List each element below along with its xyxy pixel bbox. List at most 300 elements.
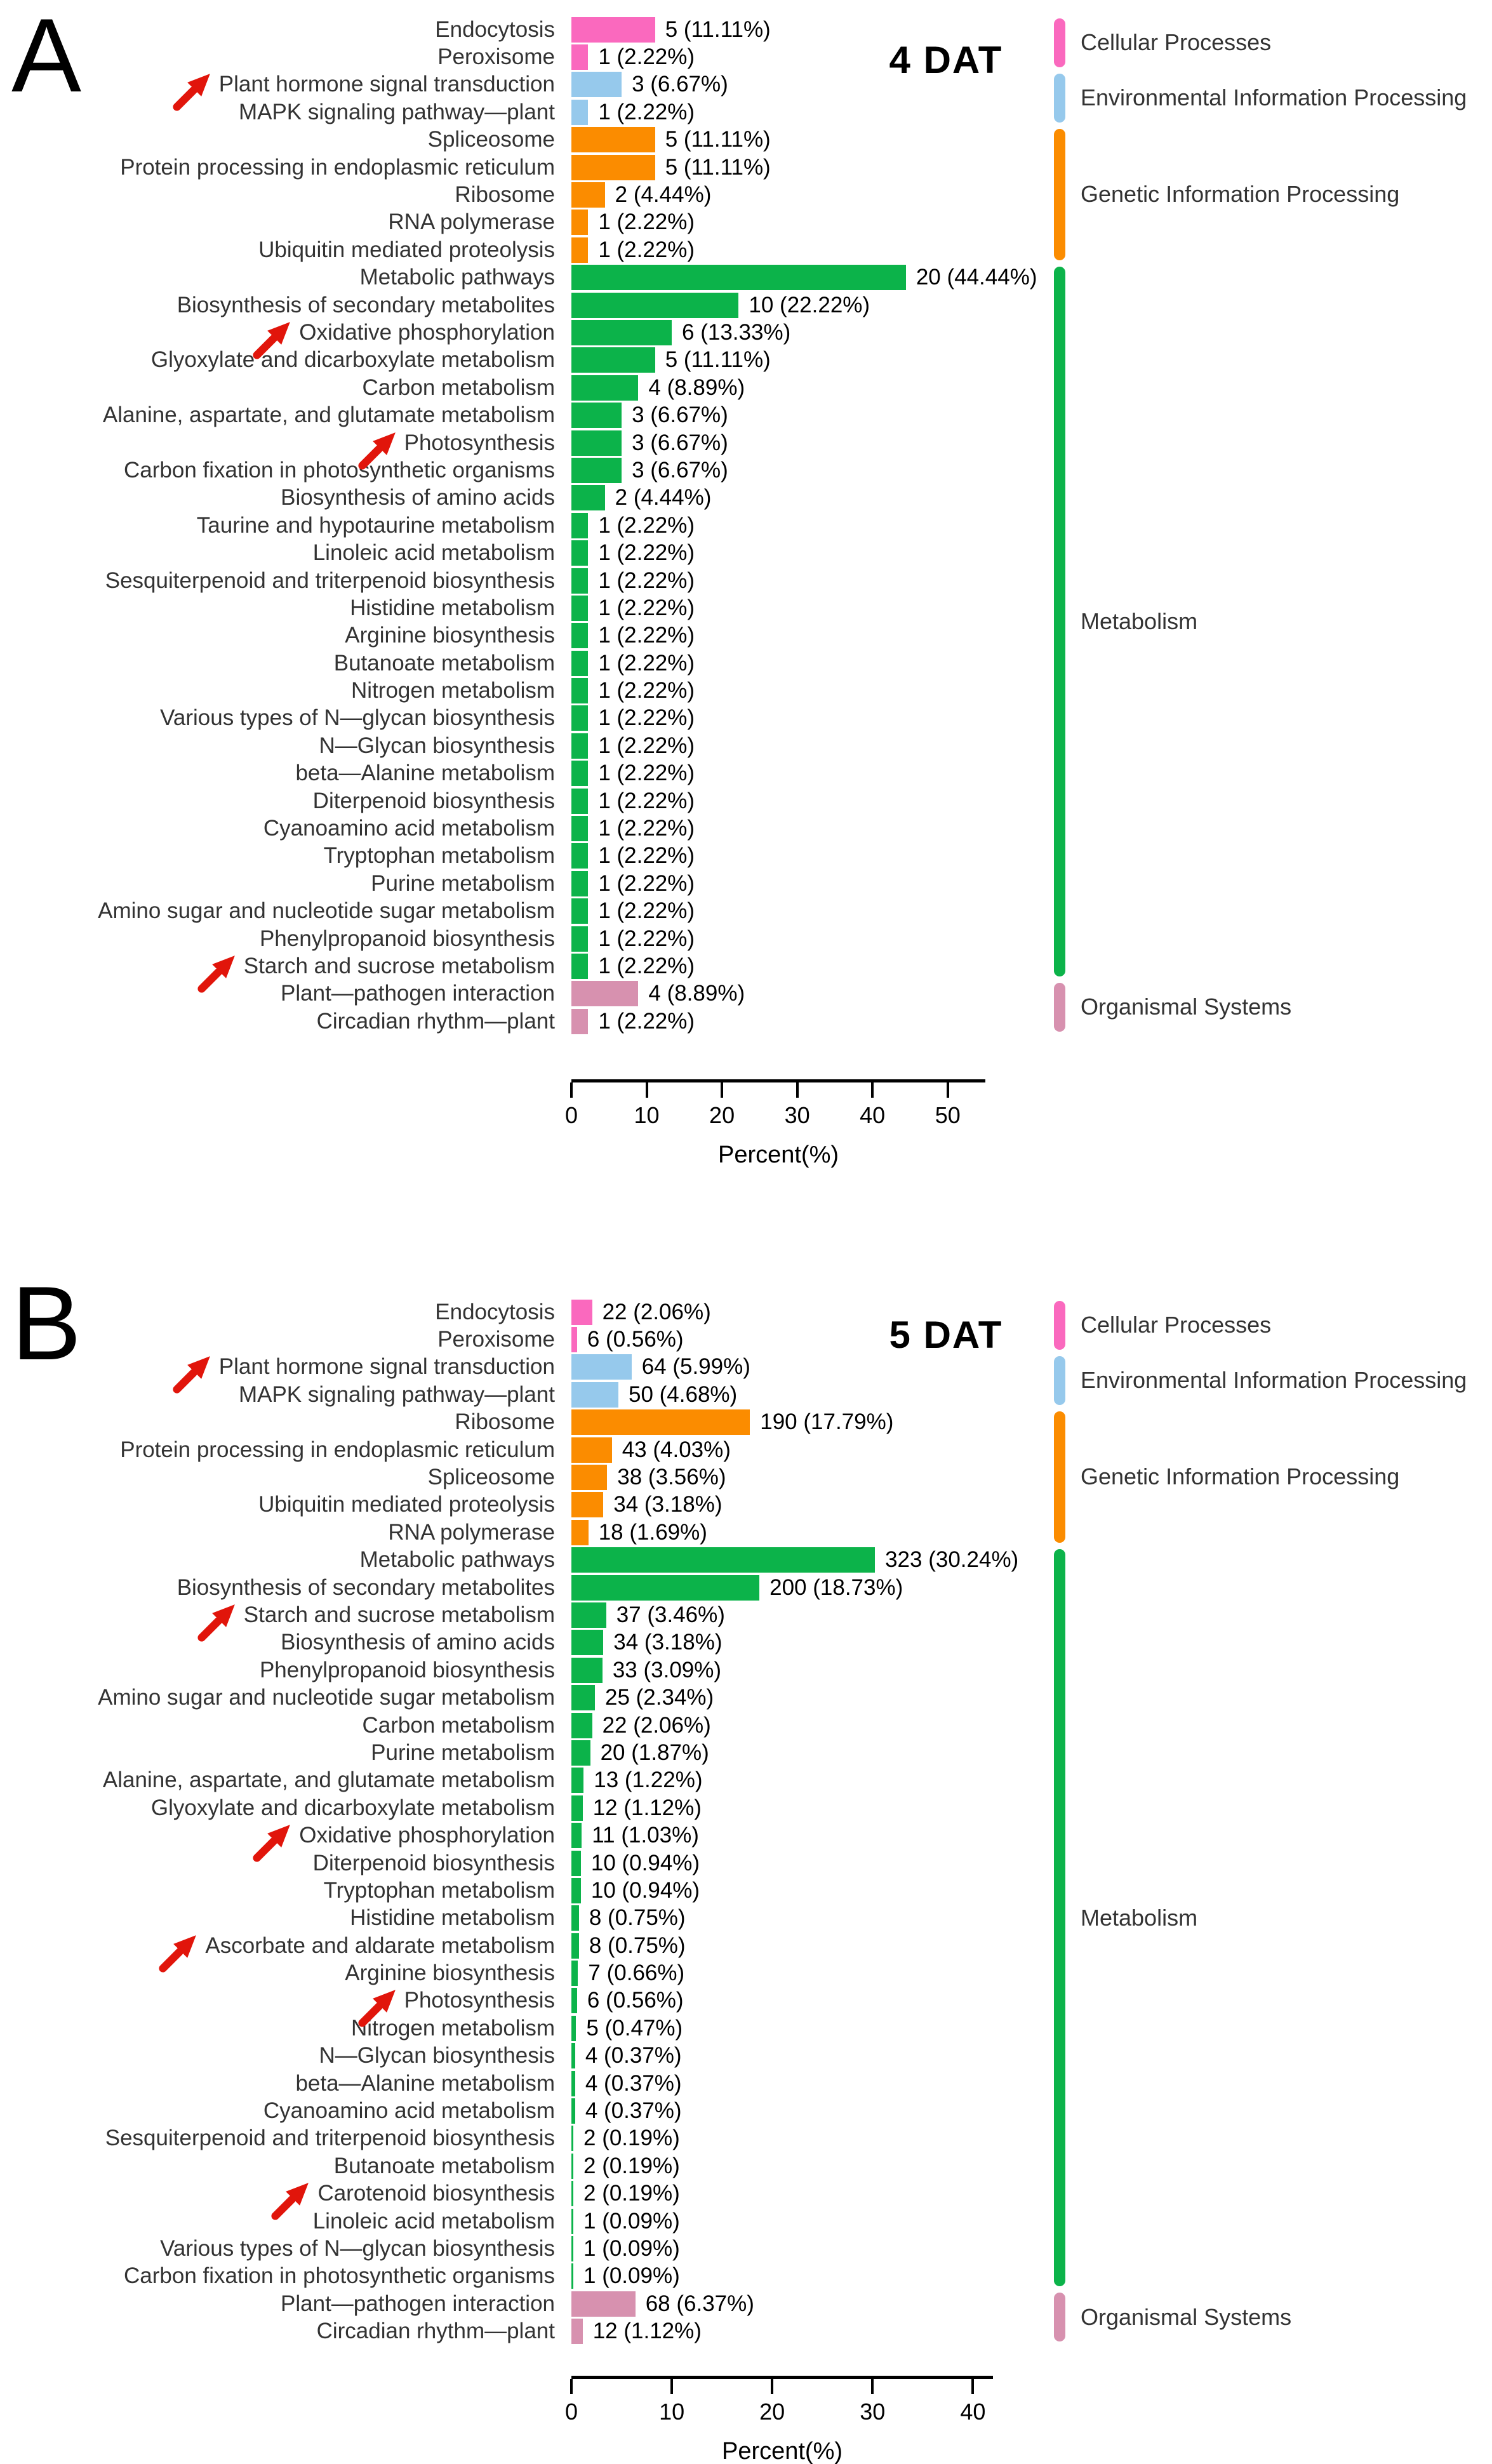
row-label: Nitrogen metabolism: [351, 678, 555, 703]
row-label: Carbon metabolism: [362, 1712, 555, 1738]
row-label: Metabolic pathways: [359, 265, 555, 290]
row-label: Tryptophan metabolism: [323, 1877, 555, 1903]
row-label-cell: [0, 843, 571, 869]
bar-track: [571, 678, 1492, 703]
axis-tick: [670, 2379, 673, 2394]
bar-value-label: 11 (1.03%): [592, 1823, 699, 1848]
row-label: Histidine metabolism: [350, 1905, 555, 1931]
bar: [571, 1520, 589, 1545]
bar-row: [0, 2180, 1492, 2208]
bar: [571, 72, 622, 97]
row-label-cell: [0, 1409, 571, 1435]
bar: [571, 2043, 575, 2068]
bar-track: [571, 898, 1492, 924]
bar-row: [0, 2235, 1492, 2262]
bar-value-label: 1 (2.22%): [598, 512, 695, 538]
bar-row: [0, 484, 1492, 512]
row-label: Carotenoid biosynthesis: [317, 2181, 555, 2206]
row-label: Protein processing in endoplasmic reticulum: [120, 154, 555, 180]
red-arrow-icon: [171, 71, 213, 113]
bar-row: [0, 1877, 1492, 1904]
bar-row: [0, 787, 1492, 815]
bar-value-label: 50 (4.68%): [628, 1382, 738, 1407]
row-label: Ubiquitin mediated proteolysis: [258, 237, 555, 262]
row-label: Butanoate metabolism: [333, 2153, 555, 2178]
bar: [571, 1878, 581, 1903]
bar-track: [571, 705, 1492, 731]
axis-tick-label: 30: [784, 1102, 810, 1128]
row-label: Phenylpropanoid biosynthesis: [259, 926, 555, 951]
row-label-cell: [0, 513, 571, 538]
legend-swatch: [1054, 1301, 1065, 1350]
bar-value-label: 38 (3.56%): [617, 1465, 726, 1490]
bar: [571, 981, 638, 1006]
bar-track: [571, 1575, 1492, 1601]
bar: [571, 2126, 573, 2151]
bar-value-label: 4 (8.89%): [648, 375, 745, 400]
row-label: Peroxisome: [437, 44, 555, 70]
panel-title-4dat: 4 DAT: [889, 39, 1003, 81]
bar: [571, 789, 588, 814]
panel-title-5dat: 5 DAT: [889, 1314, 1003, 1356]
bar: [571, 2319, 583, 2344]
bar-row: [0, 594, 1492, 622]
legend-swatch: [1054, 983, 1065, 1032]
row-label: Nitrogen metabolism: [351, 2015, 555, 2041]
axis-line: [571, 2376, 993, 2379]
row-label: Plant hormone signal transduction: [218, 72, 555, 97]
bar-row: [0, 567, 1492, 594]
bar-track: [571, 430, 1492, 456]
bar-row: [0, 1821, 1492, 1849]
bar-track: [571, 2319, 1492, 2344]
bar: [571, 1327, 577, 1352]
row-label: Oxidative phosphorylation: [299, 1823, 555, 1848]
bar-value-label: 6 (0.56%): [587, 1988, 684, 2013]
bar: [571, 651, 588, 676]
bar-row: [0, 2070, 1492, 2097]
bar-track: [571, 1685, 1492, 1710]
row-label-cell: [0, 898, 571, 924]
row-label-cell: [0, 1878, 571, 1903]
bar-track: [571, 1300, 1492, 1325]
bar-row: [0, 898, 1492, 925]
row-label-cell: [0, 1009, 571, 1034]
row-label: Endocytosis: [435, 1299, 555, 1324]
bar-value-label: 8 (0.75%): [589, 1933, 686, 1958]
bar: [571, 1602, 606, 1628]
row-label-cell: [0, 705, 571, 731]
row-label: Circadian rhythm—plant: [316, 1008, 555, 1034]
bar-track: [571, 761, 1492, 786]
row-label: MAPK signaling pathway—plant: [238, 99, 555, 124]
row-label-cell: [0, 981, 571, 1006]
row-label: Carbon fixation in photosynthetic organisms: [124, 2263, 555, 2289]
bar-track: [571, 1851, 1492, 1876]
legend-label: Environmental Information Processing: [1081, 84, 1467, 111]
bar-value-label: 1 (2.22%): [598, 816, 695, 841]
bar-value-label: 2 (0.19%): [583, 2126, 680, 2151]
row-label: Tryptophan metabolism: [323, 843, 555, 869]
red-arrow-icon: [269, 2180, 311, 2222]
row-label: Biosynthesis of amino acids: [281, 1630, 555, 1655]
bar-value-label: 4 (0.37%): [585, 2070, 682, 2096]
bar: [571, 1905, 579, 1931]
x-axis: [564, 1079, 985, 1136]
row-label: beta—Alanine metabolism: [295, 2070, 555, 2096]
bar: [571, 1575, 759, 1601]
bar: [571, 1851, 581, 1876]
panel-B: [0, 1244, 1492, 2464]
bar-row: [0, 2097, 1492, 2124]
row-label: Linoleic acid metabolism: [312, 540, 555, 566]
row-label: Protein processing in endoplasmic reticulum: [120, 1437, 555, 1462]
row-label: Glyoxylate and dicarboxylate metabolism: [150, 347, 555, 373]
bar: [571, 293, 738, 318]
bar-track: [571, 789, 1492, 814]
bar-track: [571, 843, 1492, 869]
bar-row: [0, 1849, 1492, 1877]
row-label: Ribosome: [455, 182, 555, 208]
bar-track: [571, 1823, 1492, 1848]
legend-label: Genetic Information Processing: [1081, 1463, 1400, 1490]
bar-row: [0, 842, 1492, 870]
row-label-cell: [0, 1465, 571, 1490]
row-label: Diterpenoid biosynthesis: [312, 1850, 555, 1875]
bar-track: [571, 2263, 1492, 2289]
bar: [571, 485, 605, 510]
bar: [571, 1382, 618, 1408]
bar-row: [0, 374, 1492, 401]
row-label: Glyoxylate and dicarboxylate metabolism: [150, 1795, 555, 1820]
bar-value-label: 323 (30.24%): [885, 1547, 1019, 1573]
bar: [571, 1961, 578, 1986]
bar-track: [571, 237, 1492, 263]
row-label-cell: [0, 182, 571, 208]
bar-track: [571, 485, 1492, 510]
row-label-cell: [0, 210, 571, 235]
bar-row: [0, 760, 1492, 787]
row-label-cell: [0, 1300, 571, 1325]
bar: [571, 2071, 575, 2096]
bar-value-label: 34 (3.18%): [613, 1630, 723, 1655]
bar-track: [571, 1327, 1492, 1352]
bar-value-label: 4 (0.37%): [585, 2043, 682, 2068]
bar-track: [571, 458, 1492, 483]
bar-row: [0, 2208, 1492, 2235]
bar: [571, 1300, 592, 1325]
row-label: Arginine biosynthesis: [345, 1961, 555, 1986]
bar-value-label: 5 (11.11%): [665, 154, 771, 180]
x-axis: [564, 2376, 993, 2433]
bar-value-label: 1 (2.22%): [598, 210, 695, 235]
bar: [571, 2098, 575, 2124]
bar-value-label: 64 (5.99%): [641, 1354, 750, 1380]
axis-tick: [947, 1082, 949, 1098]
row-label: Carbon fixation in photosynthetic organisms: [124, 457, 555, 483]
bar: [571, 2154, 573, 2179]
row-label-cell: [0, 237, 571, 263]
row-label: Various types of N—glycan biosynthesis: [160, 2235, 555, 2261]
bar: [571, 320, 672, 345]
row-label-cell: [0, 871, 571, 896]
bar: [571, 678, 588, 703]
bar-value-label: 1 (2.22%): [598, 623, 695, 648]
bar-track: [571, 2154, 1492, 2179]
bar-track: [571, 44, 1492, 70]
row-label: Purine metabolism: [371, 870, 555, 896]
bar-value-label: 1 (2.22%): [598, 650, 695, 676]
bar-row: [0, 1712, 1492, 1739]
bar: [571, 2291, 636, 2317]
row-label-cell: [0, 1685, 571, 1710]
bar-track: [571, 1409, 1492, 1435]
bar-value-label: 1 (0.09%): [583, 2263, 680, 2289]
row-label-cell: [0, 1768, 571, 1793]
bar: [571, 623, 588, 648]
row-label: Cyanoamino acid metabolism: [263, 816, 555, 841]
bar-value-label: 1 (2.22%): [598, 926, 695, 951]
bar-track: [571, 623, 1492, 648]
bar-track: [571, 127, 1492, 152]
bar: [571, 1795, 583, 1821]
row-label: Spliceosome: [427, 1465, 555, 1490]
bar: [571, 210, 588, 235]
bar-track: [571, 1492, 1492, 1517]
bar-row: [0, 870, 1492, 897]
bar: [571, 1823, 582, 1848]
row-label-cell: [0, 2263, 571, 2289]
bar-track: [571, 733, 1492, 759]
row-label: Various types of N—glycan biosynthesis: [160, 705, 555, 731]
bar-row: [0, 1684, 1492, 1711]
bar-row: [0, 236, 1492, 263]
bar: [571, 1437, 612, 1463]
bar-track: [571, 375, 1492, 401]
bar-track: [571, 1437, 1492, 1463]
axis-tick-label: 40: [860, 1102, 886, 1128]
row-label-cell: [0, 1630, 571, 1655]
bar: [571, 1630, 603, 1655]
bar-value-label: 200 (18.73%): [769, 1575, 903, 1600]
row-label: Photosynthesis: [404, 430, 555, 455]
row-label: Photosynthesis: [404, 1988, 555, 2013]
bar-value-label: 5 (11.11%): [665, 17, 771, 42]
bar-value-label: 12 (1.12%): [592, 1795, 702, 1820]
legend-label: Genetic Information Processing: [1081, 181, 1400, 208]
bar-value-label: 43 (4.03%): [622, 1437, 731, 1462]
row-label: Carbon metabolism: [362, 375, 555, 400]
bar: [571, 2236, 573, 2261]
bar-value-label: 4 (8.89%): [648, 981, 745, 1006]
bar: [571, 843, 588, 869]
bar-value-label: 22 (2.06%): [602, 1712, 711, 1738]
bar-value-label: 1 (2.22%): [598, 99, 695, 124]
axis-tick: [646, 1082, 648, 1098]
axis-tick-label: 10: [634, 1102, 660, 1128]
bar: [571, 733, 588, 759]
bar-value-label: 3 (6.67%): [632, 457, 728, 483]
legend-swatch: [1054, 1356, 1065, 1405]
bar-row: [0, 622, 1492, 649]
bar: [571, 1547, 875, 1573]
row-label: Metabolic pathways: [359, 1547, 555, 1573]
axis-tick: [796, 1082, 799, 1098]
bar: [571, 568, 588, 594]
row-label-cell: [0, 2098, 571, 2124]
bar-row: [0, 1409, 1492, 1436]
row-label: Starch and sucrose metabolism: [243, 953, 555, 978]
bar-row: [0, 539, 1492, 566]
bar-value-label: 1 (2.22%): [598, 44, 695, 70]
bar-track: [571, 2181, 1492, 2206]
bar: [571, 705, 588, 731]
bar-track: [571, 1009, 1492, 1034]
bar-track: [571, 17, 1492, 43]
axis-tick-label: 40: [960, 2399, 986, 2425]
row-label-cell: [0, 678, 571, 703]
red-arrow-icon: [171, 1354, 213, 1395]
bar: [571, 1658, 603, 1683]
bar: [571, 2016, 576, 2041]
bar-value-label: 20 (44.44%): [916, 265, 1037, 290]
bar-value-label: 1 (0.09%): [583, 2235, 680, 2261]
bar: [571, 44, 588, 70]
row-label-cell: [0, 485, 571, 510]
row-label: Oxidative phosphorylation: [299, 320, 555, 345]
bar: [571, 127, 655, 152]
bar-value-label: 3 (6.67%): [632, 403, 728, 428]
axis-tick-label: 20: [759, 2399, 785, 2425]
row-label: Plant hormone signal transduction: [218, 1354, 555, 1380]
bar-row: [0, 1987, 1492, 2014]
bar: [571, 1713, 592, 1738]
axis-tick-label: 10: [659, 2399, 685, 2425]
bar-row: [0, 2042, 1492, 2070]
bar-value-label: 1 (2.22%): [598, 870, 695, 896]
bar-track: [571, 2236, 1492, 2261]
bar-track: [571, 1878, 1492, 1903]
row-label: Biosynthesis of amino acids: [281, 485, 555, 510]
bar: [571, 1768, 583, 1793]
bar-row: [0, 2014, 1492, 2042]
bar: [571, 926, 588, 952]
legend-label: Cellular Processes: [1081, 1312, 1272, 1338]
row-label: MAPK signaling pathway—plant: [238, 1382, 555, 1407]
bar-row: [0, 429, 1492, 456]
row-label: beta—Alanine metabolism: [295, 761, 555, 786]
bar-value-label: 10 (22.22%): [749, 292, 870, 317]
bar-value-label: 1 (2.22%): [598, 705, 695, 731]
row-label-cell: [0, 596, 571, 621]
bar-track: [571, 1988, 1492, 2013]
row-label-cell: [0, 127, 571, 152]
row-label-cell: [0, 651, 571, 676]
row-label: Biosynthesis of secondary metabolites: [177, 1575, 555, 1600]
bar-row: [0, 649, 1492, 677]
bar-row: [0, 1601, 1492, 1628]
bar: [571, 954, 588, 979]
bar-row: [0, 126, 1492, 154]
legend-swatch: [1054, 74, 1065, 123]
bar-track: [571, 568, 1492, 594]
bar-value-label: 1 (2.22%): [598, 843, 695, 869]
axis-tick: [871, 2379, 874, 2394]
bar-track: [571, 1547, 1492, 1573]
red-arrow-icon: [251, 1822, 293, 1864]
row-label: Taurine and hypotaurine metabolism: [196, 512, 555, 538]
bar: [571, 1492, 603, 1517]
legend-label: Cellular Processes: [1081, 29, 1272, 56]
row-label-cell: [0, 816, 571, 841]
row-label-cell: [0, 1520, 571, 1545]
bar: [571, 347, 655, 373]
bar-track: [571, 155, 1492, 180]
row-label-cell: [0, 1740, 571, 1766]
bar: [571, 1685, 595, 1710]
bar-track: [571, 816, 1492, 841]
bar-value-label: 2 (0.19%): [583, 2153, 680, 2178]
bar-track: [571, 1933, 1492, 1959]
axis-tick: [570, 1082, 573, 1098]
row-label-cell: [0, 1547, 571, 1573]
row-label: Linoleic acid metabolism: [312, 2208, 555, 2234]
bar-value-label: 1 (2.22%): [598, 678, 695, 703]
bar-row: [0, 1519, 1492, 1546]
bar-value-label: 6 (13.33%): [682, 319, 791, 345]
row-label-cell: [0, 2016, 571, 2041]
row-label: Alanine, aspartate, and glutamate metabolism: [102, 1768, 555, 1793]
bar-value-label: 6 (0.56%): [587, 1327, 684, 1352]
axis-tick: [771, 2379, 773, 2394]
bar-track: [571, 1961, 1492, 1986]
bar-value-label: 2 (0.19%): [583, 2181, 680, 2206]
bar-value-label: 7 (0.66%): [588, 1961, 685, 1986]
bar: [571, 265, 906, 290]
red-arrow-icon: [356, 430, 398, 472]
bar: [571, 375, 638, 401]
legend-swatch: [1054, 18, 1065, 67]
bar-track: [571, 293, 1492, 318]
bar: [571, 403, 622, 428]
row-label-cell: [0, 1382, 571, 1408]
row-label-cell: [0, 789, 571, 814]
bar: [571, 540, 588, 566]
row-label-cell: [0, 1437, 571, 1463]
bar-value-label: 1 (2.22%): [598, 788, 695, 813]
bar: [571, 1009, 588, 1034]
legend-swatch: [1054, 129, 1065, 260]
bar-track: [571, 2098, 1492, 2124]
row-label: Sesquiterpenoid and triterpenoid biosynthesis: [105, 2126, 555, 2151]
row-label: Alanine, aspartate, and glutamate metabolism: [102, 403, 555, 428]
bar-row: [0, 512, 1492, 539]
bar-value-label: 10 (0.94%): [590, 1877, 700, 1903]
bar: [571, 237, 588, 263]
bar: [571, 1465, 607, 1490]
bar-track: [571, 1602, 1492, 1628]
bar: [571, 17, 655, 43]
row-label: Phenylpropanoid biosynthesis: [259, 1657, 555, 1682]
row-label: Spliceosome: [427, 127, 555, 152]
bar-track: [571, 1520, 1492, 1545]
bar-value-label: 1 (0.09%): [583, 2208, 680, 2234]
row-label: Sesquiterpenoid and triterpenoid biosynthesis: [105, 568, 555, 593]
legend-label: Environmental Information Processing: [1081, 1367, 1467, 1394]
bar-track: [571, 1658, 1492, 1683]
bar: [571, 2209, 573, 2234]
bar-value-label: 68 (6.37%): [645, 2291, 754, 2316]
